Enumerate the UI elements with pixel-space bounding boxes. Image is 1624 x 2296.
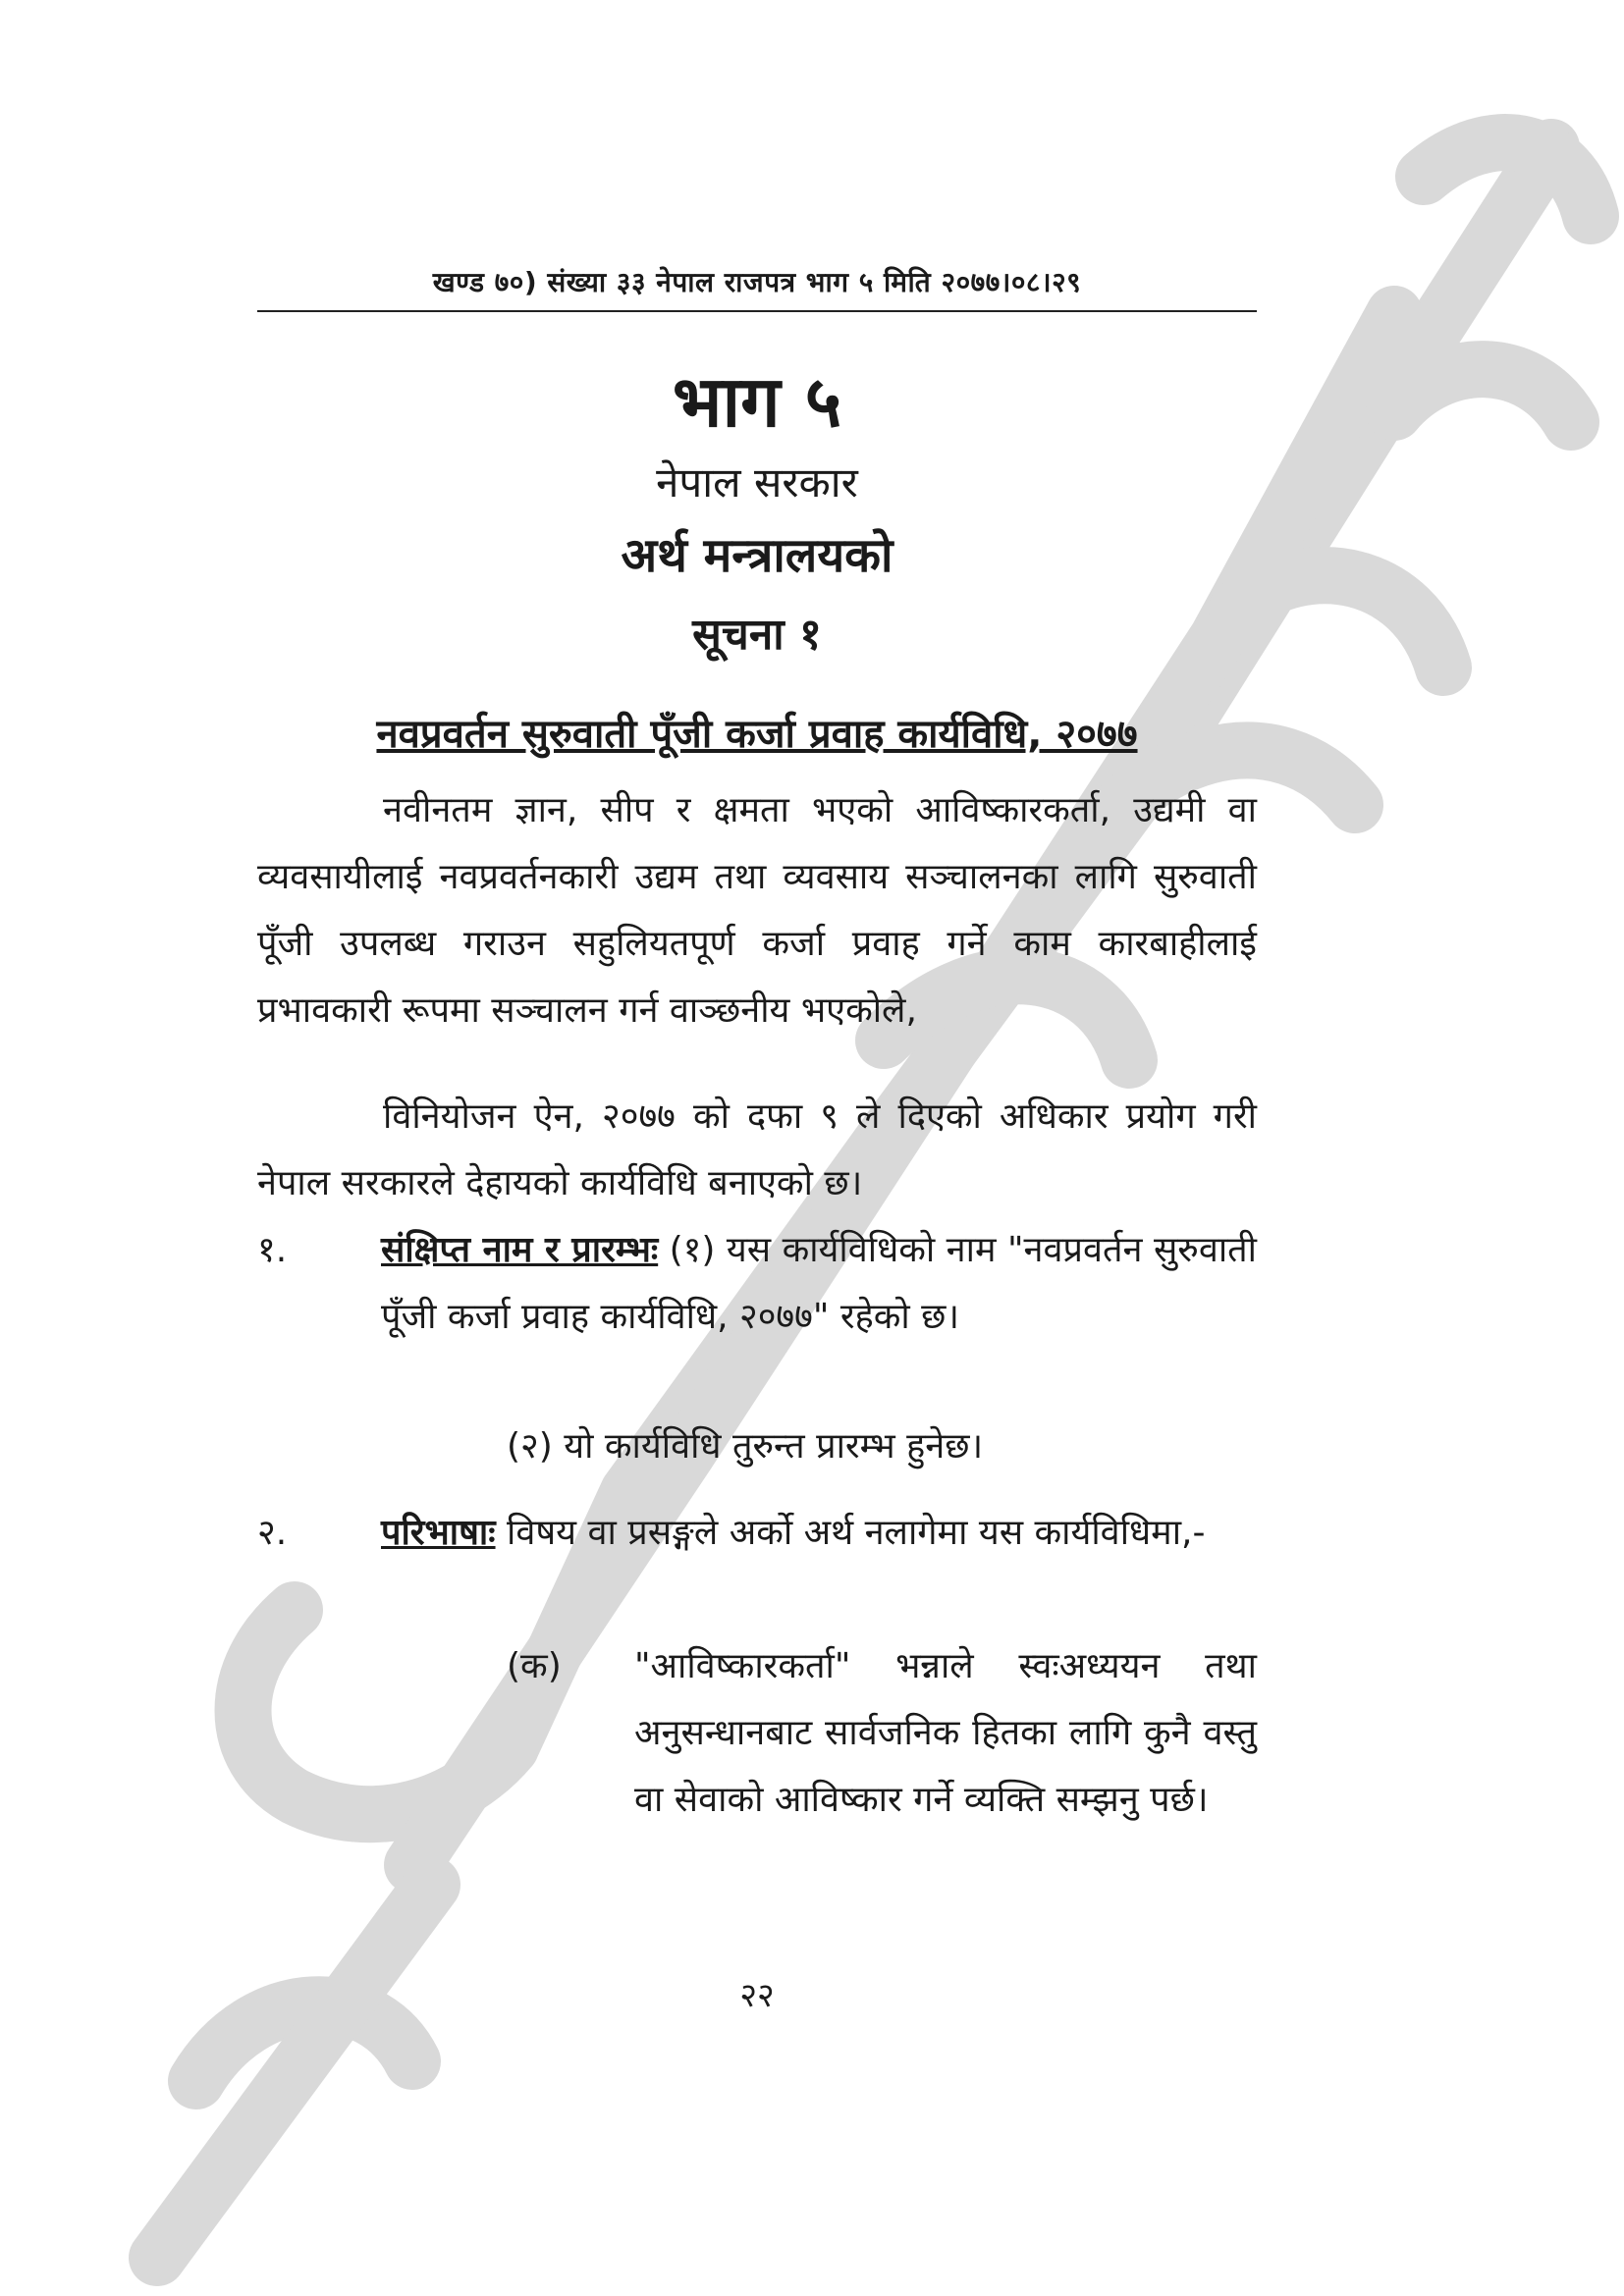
section-number: १. — [257, 1230, 288, 1270]
clause-definition: "आविष्कारकर्ता" भन्नाले स्वःअध्ययन तथा अनुसन्धानबाट सार्वजनिक हितका लागि कुनै वस्तु वा सेवाको आविष्कार गर्ने व्यक्ति सम्झनु पर्छ। — [634, 1646, 1257, 1820]
notice-heading: सूचना १ — [692, 610, 822, 660]
subsection-2: (२) यो कार्यविधि तुरुन्त प्रारम्भ हुनेछ। — [507, 1426, 984, 1467]
document-title: नवप्रवर्तन सुरुवाती पूँजी कर्जा प्रवाह कार्यविधि, २०७७ — [376, 712, 1138, 757]
preamble-paragraph-2: विनियोजन ऐन, २०७७ को दफा ९ ले दिएको अधिकार प्रयोग गरी नेपाल सरकारले देहायको कार्यविधि बनाएको छ। — [257, 1096, 1257, 1203]
section-number: २. — [257, 1513, 288, 1553]
page-number: २२ — [739, 1976, 775, 2015]
section-heading: संक्षिप्त नाम र प्रारम्भः — [381, 1230, 659, 1270]
section-heading: परिभाषाः — [381, 1513, 496, 1553]
ministry-heading: अर्थ मन्त्रालयको — [621, 528, 893, 583]
section-2-body — [381, 1500, 1257, 1567]
header-divider — [257, 310, 1257, 312]
government-heading: नेपाल सरकार — [656, 458, 858, 507]
section-1-body — [381, 1217, 1257, 1351]
clause-label: (क) — [507, 1646, 562, 1686]
section-text: (१) यस कार्यविधिको नाम "नवप्रवर्तन सुरुवाती पूँजी कर्जा प्रवाह कार्यविधि, २०७७" रहेको छ। — [381, 1230, 1257, 1337]
preamble-paragraph-1: नवीनतम ज्ञान, सीप र क्षमता भएको आविष्कारकर्ता, उद्यमी वा व्यवसायीलाई नवप्रवर्तनकारी उद्यम तथा व्यवसाय सञ्चालनका लागि सुरुवाती पूँजी उपलब्ध गराउन सहुलियतपूर्ण कर्जा प्रवाह गर्ने काम कारबाहीलाई प्रभावकारी रूपमा सञ्चालन गर्न वाञ्छनीय भएकोले, — [257, 790, 1257, 1031]
section-text: विषय वा प्रसङ्गले अर्को अर्थ नलागेमा यस कार्यविधिमा,- — [495, 1513, 1206, 1553]
part-title: भाग ५ — [672, 360, 842, 443]
running-header: खण्ड ७०) संख्या ३३ नेपाल राजपत्र भाग ५ मिति २०७७।०८।२९ — [432, 266, 1082, 298]
